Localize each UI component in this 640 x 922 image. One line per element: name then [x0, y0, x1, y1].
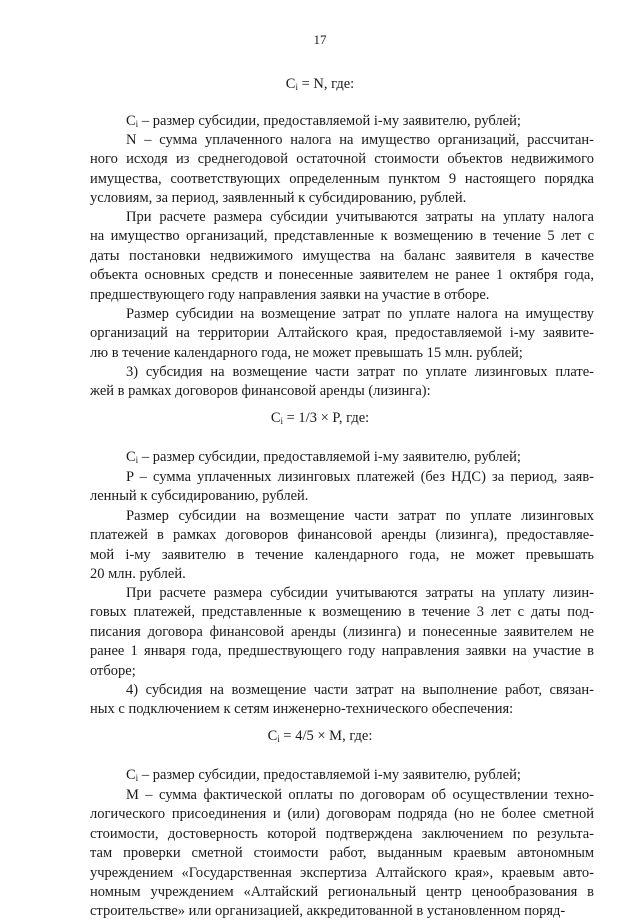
- text-line: Размер субсидии на возмещение затрат по уплате налога на имуществу: [126, 306, 594, 322]
- m-definition: [90, 786, 594, 922]
- text-line: При расчете размера субсидии учитываются затраты на уплату налога: [126, 209, 594, 225]
- text-line: учреждением «Государственная экспертиза Алтайского края», краевым авто-: [90, 864, 594, 881]
- text-line: ного исходя из среднегодовой остаточной стоимости объектов недвижимого: [90, 151, 594, 168]
- leasing-calc-note: [90, 584, 594, 681]
- n-definition: [90, 131, 594, 209]
- formula-ci-p: $C_i = 1/3 \times P$, где:: [270, 410, 370, 426]
- text-line: там проверки сметной стоимости работ, выданным краевым автономным: [90, 845, 594, 862]
- text-line: ранее 1 января года, предшествующего году направления заявки на участие в: [90, 643, 594, 660]
- text-line: Размер субсидии на возмещение части затрат по уплате лизинговых: [126, 508, 594, 524]
- text-line: мой i-му заявителю в течение календарного года, не может превышать: [90, 546, 594, 563]
- text-line: 3) субсидия на возмещение части затрат по уплате лизинговых плате-: [126, 364, 594, 380]
- text-line: P – сумма уплаченных лизинговых платежей (без НДС) за период, заяв-: [126, 469, 594, 485]
- text-line: объекта основных средств и понесенные заявителем не ранее 1 октября года,: [90, 267, 594, 284]
- tax-limit-note: [90, 305, 594, 363]
- text-line: ленный к субсидированию, рублей.: [90, 488, 309, 505]
- text-line: на имущество организаций, представленные к возмещению в течение 5 лет с: [90, 228, 594, 245]
- text-line: 4) субсидия на возмещение части затрат на выполнение работ, связан-: [126, 682, 594, 698]
- ci-definition-2: $C_i$ – размер субсидии, предоставляемой i-му заявителю, рублей;: [126, 449, 521, 465]
- text-line: логического присоединения и (или) договорам подряда (но не более сметной: [90, 806, 594, 823]
- text-line: лю в течение календарного года, не может превышать 15 млн. рублей;: [90, 344, 523, 361]
- text-line: имущества, соответствующих определенным пунктом 9 настоящего порядка: [90, 170, 594, 187]
- text-line: платежей в рамках договоров финансовой аренды (лизинга), предоставляе-: [90, 527, 594, 544]
- text-line: организаций на территории Алтайского края, предоставляемой i-му заявите-: [90, 325, 594, 342]
- ci-definition-3: $C_i$ – размер субсидии, предоставляемой i-му заявителю, рублей;: [126, 767, 521, 783]
- p-definition: [90, 468, 594, 507]
- formula-ci-m: $C_i = 4/5 \times M$, где:: [267, 728, 373, 744]
- text-line: отборе;: [90, 662, 136, 679]
- tax-calc-note: [90, 208, 594, 305]
- text-line: M – сумма фактической оплаты по договорам об осуществлении техно-: [126, 787, 594, 803]
- leasing-limit-note: [90, 507, 594, 585]
- text-line: ных с подключением к сетям инженерно-технического обеспечения:: [90, 701, 514, 718]
- page-number: 17: [313, 32, 327, 47]
- item-4-connection: [90, 681, 594, 720]
- text-line: предшествующего году направления заявки на участие в отборе.: [90, 286, 490, 303]
- text-line: стоимости, достоверность которой подтверждена заключением по результа-: [90, 825, 594, 842]
- text-line: жей в рамках договоров финансовой аренды (лизинга):: [90, 383, 431, 400]
- text-line: номным учреждением «Алтайский региональный центр ценообразования в: [90, 884, 594, 901]
- text-line: писания договора финансовой аренды (лизинга) и понесенные заявителем не: [90, 623, 594, 640]
- ci-definition-1: $C_i$ – размер субсидии, предоставляемой i-му заявителю, рублей;: [126, 113, 521, 129]
- text-line: N – сумма уплаченного налога на имущество организаций, рассчитан-: [126, 132, 594, 148]
- text-line: При расчете размера субсидии учитываются затраты на уплату лизин-: [126, 585, 594, 601]
- formula-ci-n: $C_i = N$, где:: [285, 76, 355, 92]
- item-3-leasing: [90, 363, 594, 402]
- text-line: строительстве» или организацией, аккредитованной в установленном поряд-: [90, 903, 566, 920]
- text-line: говых платежей, представленные к возмещению в течение 3 лет с даты под-: [90, 604, 594, 621]
- text-line: 20 млн. рублей.: [90, 566, 186, 583]
- text-line: условиям, за период, заявленный к субсидированию, рублей.: [90, 190, 467, 207]
- text-line: даты постановки недвижимого имущества на баланс заявителя в качестве: [90, 247, 594, 264]
